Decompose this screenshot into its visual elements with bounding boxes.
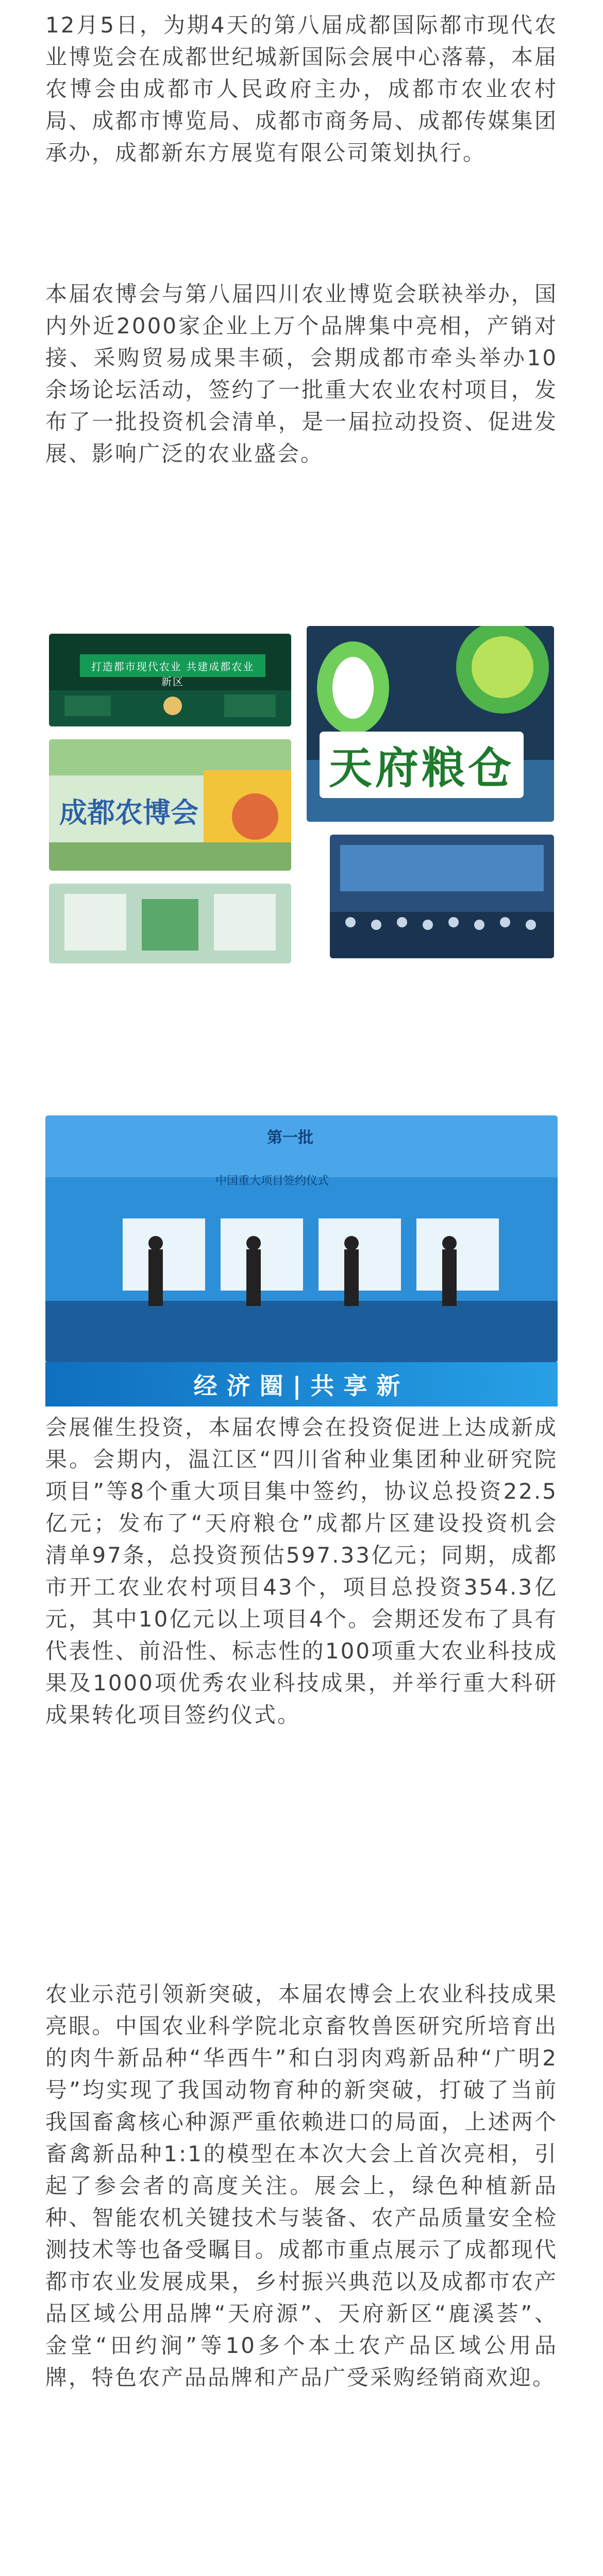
photo-corridor (49, 884, 291, 963)
paragraph-investment: 会展催生投资，本届农博会在投资促进上达成新成果。会期内，温江区“四川省种业集团种业研究院项目”等8个重大项目集中签约，协议总投资22.5亿元；发布了“天府粮仓”成都片区建设投资机会清单97条，总投资预估597.33亿元；同期，成都市开工农业农村项目43个，项目总投资354.3亿元，其中10亿元以上项目4个。会期还发布了具有代表性、前沿性、标志性的100项重大农业科技成果及1000项优秀农业科技成果，并举行重大科研成果转化项目签约仪式。 (45, 1415, 558, 1727)
agri-expo-text: 成都农博会 (59, 796, 198, 829)
stage-title: 第一批 (267, 1129, 313, 1147)
economic-circle-banner: 经济圈|共享新 (45, 1362, 558, 1406)
photo-exhibition-hall (49, 634, 291, 726)
paragraph-overview: 本届农博会与第八届四川农业博览会联袂举办，国内外近2000家企业上万个品牌集中亮相，产销对接、采购贸易成果丰硕，会期成都市牵头举办10余场论坛活动，签约了一批重大农业农村项目，发布了一批投资机会清单，是一届拉动投资、促进发展、影响广泛的农业盛会。 (45, 281, 558, 466)
stage-board: 中国重大项目签约仪式 (215, 1175, 329, 1188)
hall-banner-text: 打造都市现代农业 共建成都农业新区 (91, 660, 255, 688)
paragraph-technology: 农业示范引领新突破，本届农博会上农业科技成果亮眼。中国农业科学院北京畜牧兽医研究所培育出的肉牛新品种“华西牛”和白羽肉鸡新品种“广明2号”均实现了我国动物育种的新突破，打破了当前我国畜禽核心种源严重依赖进口的局面，上述两个畜禽新品种1:1的模型在本次大会上首次亮相，引起了参会者的高度关注。展会上，绿色种植新品种、智能农机关键技术与装备、农产品质量安全检测技术等也备受瞩目。成都市重点展示了成都现代都市农业发展成果，乡村振兴典范以及成都市农产品区域公用品牌“天府源”、天府新区“鹿溪荟”、金堂“田约涧”等10多个本土农产品区域公用品牌，特色农产品品牌和产品广受采购经销商欢迎。 (45, 1981, 558, 2390)
photo-agri-expo-sign (49, 739, 291, 871)
tianfu-granary-sign: 天府粮仓 (320, 732, 524, 798)
photo-forum-audience (330, 835, 554, 958)
photo-signing-ceremony (45, 1115, 558, 1363)
paragraph-intro: 12月5日，为期4天的第八届成都国际都市现代农业博览会在成都世纪城新国际会展中心落幕，本届农博会由成都市人民政府主办，成都市农业农村局、成都市博览局、成都市商务局、成都传媒集团承办，成都新东方展览有限公司策划执行。 (45, 12, 558, 165)
